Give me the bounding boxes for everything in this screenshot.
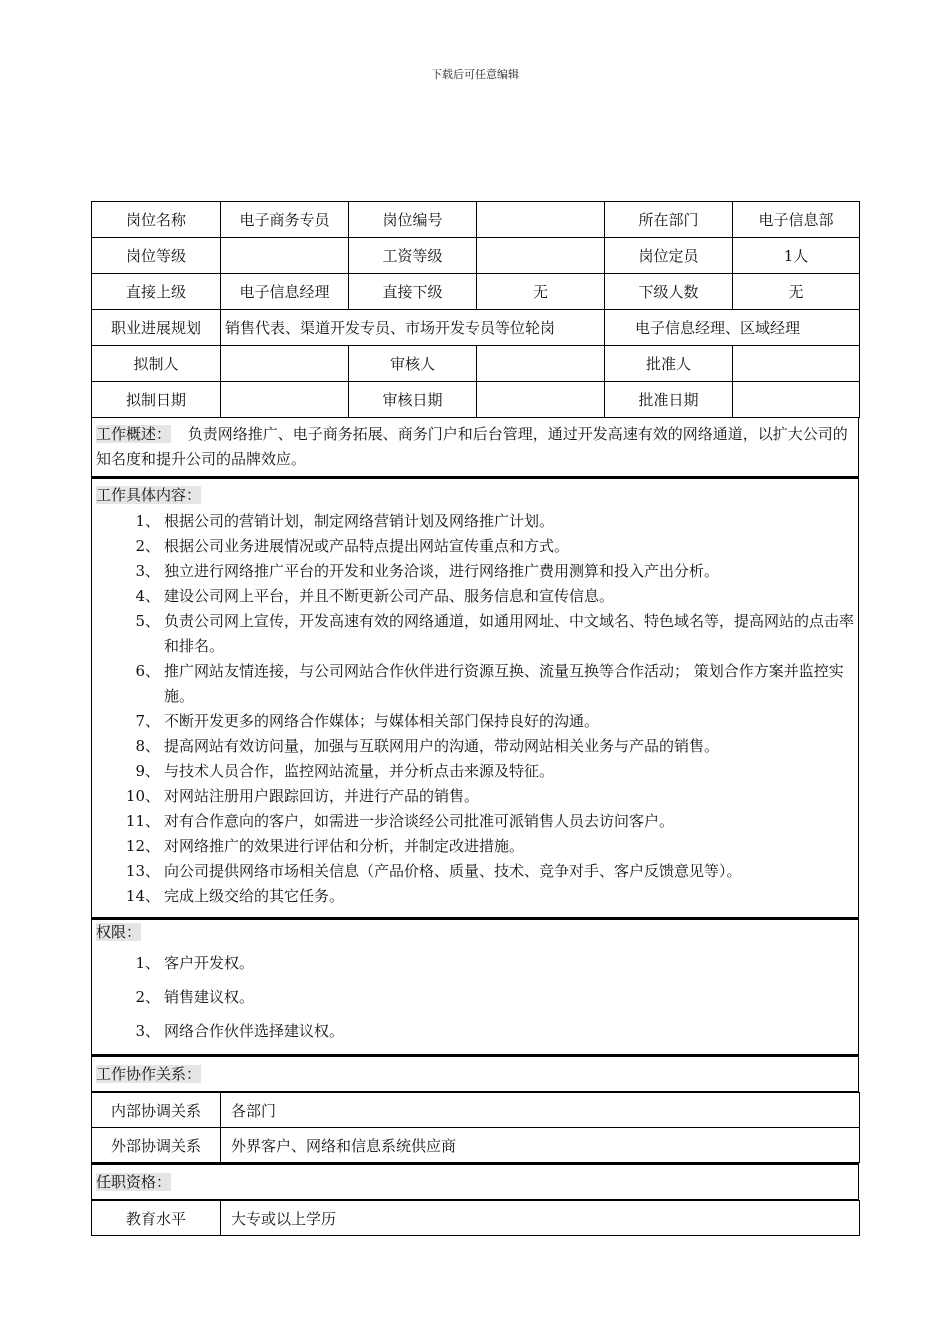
- field-value: 电子信息经理: [221, 274, 349, 310]
- list-item: [96, 659, 854, 709]
- content-title: 工作具体内容：: [96, 486, 202, 504]
- career-row: [92, 310, 860, 346]
- field-label: 直接上级: [92, 274, 221, 310]
- info-row: [92, 274, 860, 310]
- authority-list: [96, 946, 854, 1048]
- field-value: [221, 382, 349, 418]
- row-value: 各部门: [221, 1093, 860, 1128]
- field-label: 直接下级: [349, 274, 477, 310]
- list-item: [96, 509, 854, 534]
- item-number: 2、: [135, 988, 160, 1006]
- summary-text: 负责网络推广、电子商务拓展、商务门户和后台管理，通过开发高速有效的网络通道，以扩大公司的知名度和提升公司的品牌效应。: [96, 425, 848, 468]
- item-text: 销售建议权。: [164, 988, 255, 1006]
- field-value: [733, 382, 860, 418]
- item-number: 11、: [125, 812, 160, 830]
- field-label: 审核日期: [349, 382, 477, 418]
- position-info-table: [91, 201, 860, 418]
- item-text: 根据公司的营销计划，制定网络营销计划及网络推广计划。: [164, 512, 555, 530]
- field-value: 电子信息部: [733, 202, 860, 238]
- field-value: 电子商务专员: [221, 202, 349, 238]
- item-text: 负责公司网上宣传，开发高速有效的网络通道，如通用网址、中文域名、特色域名等，提高网站的点击率和排名。: [164, 612, 855, 655]
- item-text: 根据公司业务进展情况或产品特点提出网站宣传重点和方式。: [164, 537, 570, 555]
- cooperation-table: [91, 1092, 860, 1163]
- field-value: [221, 346, 349, 382]
- list-item: [96, 784, 854, 809]
- relation-row: [92, 1093, 860, 1128]
- item-number: 3、: [135, 1022, 160, 1040]
- item-text: 网络合作伙伴选择建议权。: [164, 1022, 345, 1040]
- approval-row: [92, 346, 860, 382]
- info-row: [92, 238, 860, 274]
- field-value: [477, 382, 605, 418]
- field-label: 岗位定员: [605, 238, 733, 274]
- career-promotion: 电子信息经理、区域经理: [605, 310, 860, 346]
- field-value: [477, 202, 605, 238]
- relation-row: [92, 1128, 860, 1163]
- item-number: 6、: [135, 662, 160, 680]
- item-text: 不断开发更多的网络合作媒体；与媒体相关部门保持良好的沟通。: [164, 712, 600, 730]
- item-number: 7、: [135, 712, 160, 730]
- field-value: 1人: [733, 238, 860, 274]
- item-number: 8、: [135, 737, 160, 755]
- content-list: [96, 509, 854, 909]
- item-text: 对有合作意向的客户，如需进一步洽谈经公司批准可派销售人员去访问客户。: [164, 812, 675, 830]
- career-paths: 销售代表、渠道开发专员、市场开发专员等位轮岗: [221, 310, 605, 346]
- job-content: [91, 477, 859, 918]
- field-label: 批准人: [605, 346, 733, 382]
- item-text: 完成上级交给的其它任务。: [164, 887, 345, 905]
- item-text: 推广网站友情连接，与公司网站合作伙伴进行资源互换、流量互换等合作活动； 策划合作方案并监控实施。: [164, 662, 844, 705]
- list-item: [96, 884, 854, 909]
- field-label: 拟制日期: [92, 382, 221, 418]
- qualification-table: [91, 1200, 860, 1236]
- item-number: 1、: [135, 954, 160, 972]
- list-item: [96, 1014, 854, 1048]
- field-value: [733, 346, 860, 382]
- row-value: 大专或以上学历: [221, 1201, 860, 1236]
- authority-section: [91, 918, 859, 1055]
- field-value: [477, 238, 605, 274]
- page-header: 下载后可任意编辑: [431, 68, 519, 81]
- item-text: 对网站注册用户跟踪回访，并进行产品的销售。: [164, 787, 480, 805]
- relation-row: [92, 1201, 860, 1236]
- list-item: [96, 946, 854, 980]
- row-value: 外界客户、网络和信息系统供应商: [221, 1128, 860, 1163]
- career-label: 职业进展规划: [92, 310, 221, 346]
- field-value: 无: [477, 274, 605, 310]
- row-label: 内部协调关系: [92, 1093, 221, 1128]
- qualification-title: 任职资格：: [96, 1173, 172, 1191]
- summary-label: 工作概述：: [96, 425, 172, 443]
- item-text: 对网络推广的效果进行评估和分析，并制定改进措施。: [164, 837, 525, 855]
- row-label: 教育水平: [92, 1201, 221, 1236]
- field-value: [221, 238, 349, 274]
- info-row: [92, 202, 860, 238]
- approval-row: [92, 382, 860, 418]
- cooperation-title: 工作协作关系：: [96, 1065, 202, 1083]
- item-text: 向公司提供网络市场相关信息（产品价格、质量、技术、竞争对手、客户反馈意见等）。: [164, 862, 742, 880]
- item-text: 建设公司网上平台，并且不断更新公司产品、服务信息和宣传信息。: [164, 587, 615, 605]
- item-number: 2、: [135, 537, 160, 555]
- list-item: [96, 834, 854, 859]
- item-number: 1、: [135, 512, 160, 530]
- item-number: 5、: [135, 612, 160, 630]
- item-number: 4、: [135, 587, 160, 605]
- item-number: 14、: [125, 887, 160, 905]
- list-item: [96, 559, 854, 584]
- field-label: 批准日期: [605, 382, 733, 418]
- item-text: 提高网站有效访问量，加强与互联网用户的沟通，带动网站相关业务与产品的销售。: [164, 737, 720, 755]
- item-number: 13、: [125, 862, 160, 880]
- field-label: 工资等级: [349, 238, 477, 274]
- list-item: [96, 609, 854, 659]
- authority-title: 权限：: [96, 923, 142, 941]
- item-number: 12、: [125, 837, 160, 855]
- field-label: 岗位编号: [349, 202, 477, 238]
- item-number: 10、: [125, 787, 160, 805]
- field-value: [477, 346, 605, 382]
- item-number: 3、: [135, 562, 160, 580]
- field-label: 所在部门: [605, 202, 733, 238]
- list-item: [96, 759, 854, 784]
- field-label: 岗位名称: [92, 202, 221, 238]
- list-item: [96, 584, 854, 609]
- item-number: 9、: [135, 762, 160, 780]
- list-item: [96, 980, 854, 1014]
- field-label: 下级人数: [605, 274, 733, 310]
- qualification-header: [91, 1163, 859, 1200]
- list-item: [96, 534, 854, 559]
- job-description-form: [91, 201, 859, 1236]
- list-item: [96, 859, 854, 884]
- field-label: 拟制人: [92, 346, 221, 382]
- row-label: 外部协调关系: [92, 1128, 221, 1163]
- list-item: [96, 709, 854, 734]
- list-item: [96, 734, 854, 759]
- field-value: 无: [733, 274, 860, 310]
- field-label: 岗位等级: [92, 238, 221, 274]
- field-label: 审核人: [349, 346, 477, 382]
- list-item: [96, 809, 854, 834]
- item-text: 与技术人员合作，监控网站流量，并分析点击来源及特征。: [164, 762, 555, 780]
- item-text: 独立进行网络推广平台的开发和业务洽谈，进行网络推广费用测算和投入产出分析。: [164, 562, 720, 580]
- job-summary: [91, 418, 859, 477]
- cooperation-header: [91, 1055, 859, 1092]
- item-text: 客户开发权。: [164, 954, 255, 972]
